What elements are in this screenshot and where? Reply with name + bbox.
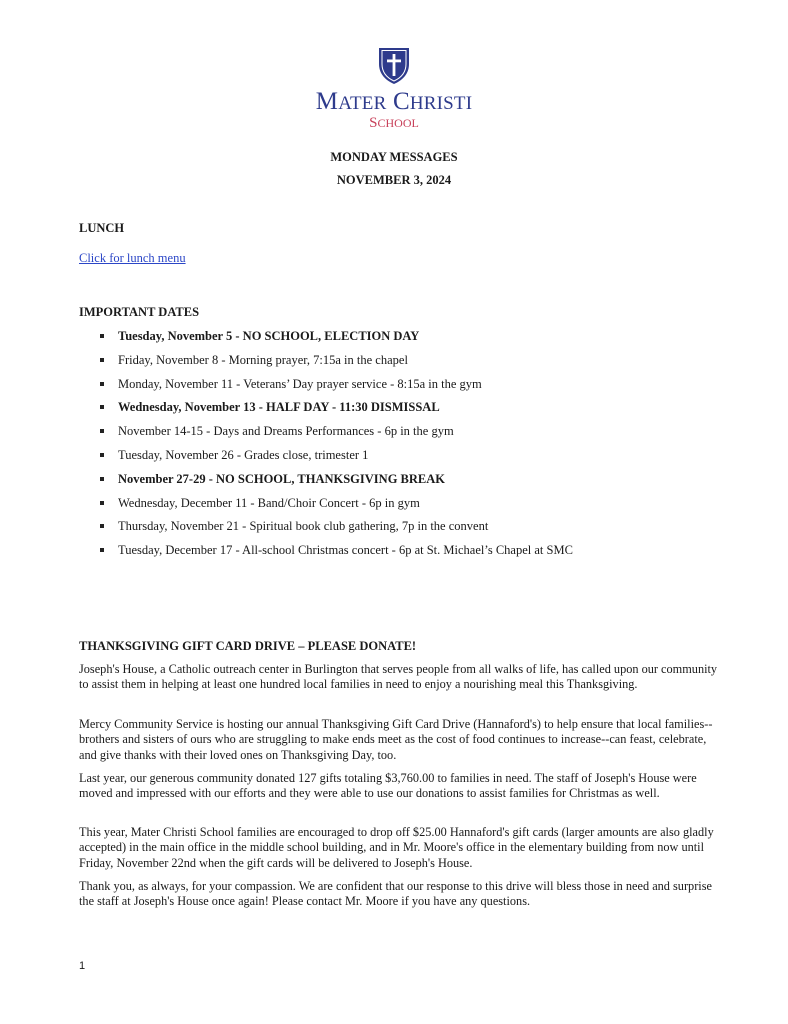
bullet-icon xyxy=(100,429,104,433)
date-item-text: Thursday, November 21 - Spiritual book club gathering, 7p in the convent xyxy=(118,519,489,534)
logo-subtitle: SCHOOL xyxy=(369,115,419,131)
gift-drive-paragraph: Last year, our generous community donated 127 gifts totaling $3,760.00 to families in need. The staff of Joseph's House were moved and impressed with our efforts and they were able to use our donations to assist families for Christmas as well. xyxy=(79,771,697,801)
page-title: MONDAY MESSAGES xyxy=(330,150,458,164)
gift-drive-paragraph: Mercy Community Service is hosting our annual Thanksgiving Gift Card Drive (Hannaford's) to help ensure that local families--brothers and sisters of ours who are struggling to make ends meet as the cost of food continues to increase--can feast, celebrate, and give thanks with their loved ones on Thanksgiving Day, too. xyxy=(79,717,713,762)
lunch-menu-link[interactable]: Click for lunch menu xyxy=(79,251,186,265)
date-list-item xyxy=(79,374,719,398)
important-dates-list xyxy=(79,326,719,564)
date-list-item xyxy=(79,326,719,350)
bullet-icon xyxy=(100,477,104,481)
date-item-text: November 27-29 - NO SCHOOL, THANKSGIVING BREAK xyxy=(118,471,445,486)
bullet-icon xyxy=(100,358,104,362)
gift-drive-paragraph: This year, Mater Christi School families are encouraged to drop off $25.00 Hannaford's gift cards (larger amounts are also gladly accepted) in the main office in the middle school building, and in Mr. Moore's office in the elementary building from now until Friday, November 22nd when the gift cards will be delivered to Joseph's House. xyxy=(79,825,714,870)
gift-drive-heading: THANKSGIVING GIFT CARD DRIVE – PLEASE DONATE! xyxy=(79,639,417,653)
gift-drive-paragraph: Thank you, as always, for your compassion. We are confident that our response to this drive will bless those in need and surprise the staff at Joseph's House once again! Please contact Mr. Moore if you have any questions. xyxy=(79,879,712,909)
date-item-text: Tuesday, December 17 - All-school Christmas concert - 6p at St. Michael’s Chapel at SMC xyxy=(118,543,573,558)
date-list-item xyxy=(79,540,719,564)
page-date: NOVEMBER 3, 2024 xyxy=(336,173,452,187)
bullet-icon xyxy=(100,548,104,552)
date-list-item xyxy=(79,493,719,517)
school-logo xyxy=(0,46,788,131)
shield-cross-icon xyxy=(376,46,412,86)
date-item-text: Wednesday, December 11 - Band/Choir Concert - 6p in gym xyxy=(118,495,420,510)
lunch-heading: LUNCH xyxy=(79,221,125,235)
page-number: 1 xyxy=(79,960,86,972)
bullet-icon xyxy=(100,501,104,505)
date-item-text: Tuesday, November 5 - NO SCHOOL, ELECTION DAY xyxy=(118,329,420,343)
date-list-item xyxy=(79,421,719,445)
bullet-icon xyxy=(100,524,104,528)
date-item-text: Tuesday, November 26 - Grades close, trimester 1 xyxy=(118,447,369,462)
bullet-icon xyxy=(100,334,104,338)
bullet-icon xyxy=(100,382,104,386)
important-dates-heading: IMPORTANT DATES xyxy=(79,305,200,319)
date-item-text: Monday, November 11 - Veterans’ Day prayer service - 8:15a in the gym xyxy=(118,376,482,391)
gift-drive-paragraph: Joseph's House, a Catholic outreach center in Burlington that serves people from all walks of life, has called upon our community to assist them in helping at least one hundred local families in need to enjoy a nourishing meal this Thanksgiving. xyxy=(79,662,718,692)
date-list-item xyxy=(79,516,719,540)
bullet-icon xyxy=(100,405,104,409)
date-list-item xyxy=(79,397,719,421)
date-item-text: Wednesday, November 13 - HALF DAY - 11:30 DISMISSAL xyxy=(118,400,440,415)
date-list-item xyxy=(79,445,719,469)
date-list-item xyxy=(79,469,719,493)
logo-wordmark: MATER CHRISTI xyxy=(315,88,473,115)
date-item-text: Friday, November 8 - Morning prayer, 7:15a in the chapel xyxy=(118,352,408,367)
date-item-text: November 14-15 - Days and Dreams Performances - 6p in the gym xyxy=(118,424,454,439)
date-list-item xyxy=(79,350,719,374)
bullet-icon xyxy=(100,453,104,457)
